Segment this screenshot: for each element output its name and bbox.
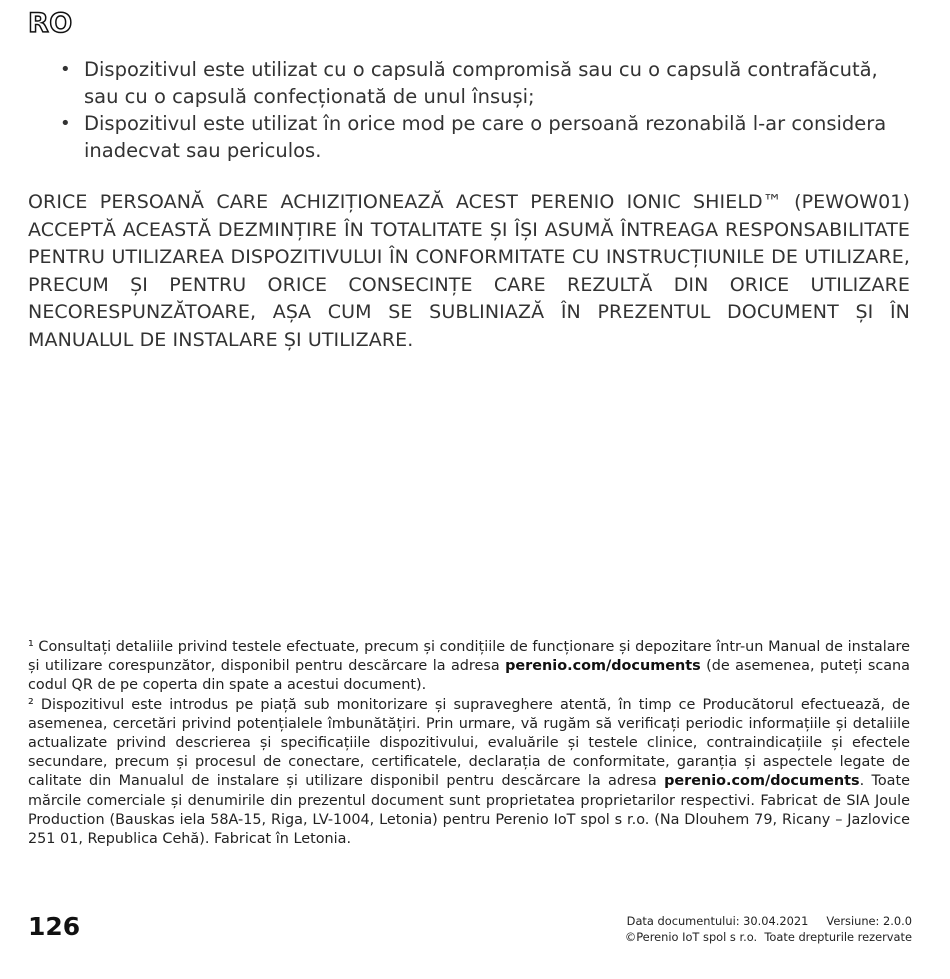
copyright-row <box>625 929 912 945</box>
document-version: Versiune: 2.0.0 <box>826 914 912 928</box>
document-meta <box>625 913 912 945</box>
list-item: • Dispozitivul este utilizat cu o capsulă compromisă sau cu o capsulă contrafăcută, sau cu o capsulă confecționată de unul însuși; <box>28 56 913 110</box>
document-date: Data documentului: 30.04.2021 <box>626 914 809 928</box>
copyright: ©Perenio IoT spol s r.o. <box>624 930 758 944</box>
rights-reserved: Toate drepturile rezervate <box>764 930 912 944</box>
footnote-text: Dispozitivul este introdus pe piață sub monitorizare și supraveghere atentă, în timp ce Producătorul efectuează, de asemenea, cercetări privind potențialele îmbunătățiri. Prin urmare, vă rugăm să verificați periodic informațiile și detaliile actualizate privind descrierea și specificațiile dispozitivului, evaluările și testele clinice, contraindicațiile și efectele secundare, precum și procesul de conectare, certificatele, declarația de conformitate, garanția și aspectele legate de calitate din Manualul de instalare și utilizare disponibil pentru descărcare la adresa <box>28 696 910 790</box>
footnote-text: . Toate mărcile comerciale și denumirile din prezentul document sunt proprietatea proprietarilor respectivi. Fabricat de SIA Joule Production (Bauskas iela 58A-15, Riga, LV-1004, Letonia) pentru Perenio IoT spol s r.o. (Na Dlouhem 79, Ricany – Jazlovice 251 01, Republica Cehă). Fabricat în Letonia. <box>28 773 910 848</box>
footnote-text: Consultați detaliile privind testele efectuate, precum și condițiile de funcționare și depozitare într-un Manual de instalare și utilizare corespunzător, disponibil pentru descărcare la adresa <box>28 639 910 675</box>
footnote-marker: ¹ <box>28 639 34 655</box>
footnotes <box>28 638 910 849</box>
footnote-1 <box>28 638 910 696</box>
page-number: 126 <box>28 912 81 941</box>
footnote-marker: ² <box>28 696 34 713</box>
document-date-version-row <box>625 913 912 929</box>
list-item: • Dispozitivul este utilizat în orice mod pe care o persoană rezonabilă l-ar considera inadecvat sau periculos. <box>28 110 913 164</box>
documents-link[interactable]: perenio.com/documents <box>664 773 860 790</box>
footnote-2 <box>28 696 910 850</box>
language-code-heading: RO <box>28 8 73 39</box>
footnote-text: (de asemenea, puteți scana codul QR de pe coperta din spate a acestui document). <box>28 658 910 694</box>
disclaimer-paragraph: ORICE PERSOANĂ CARE ACHIZIȚIONEAZĂ ACEST PERENIO IONIC SHIELD™ (PEWOW01) ACCEPTĂ ACEASTĂ DEZMINȚIRE ÎN TOTALITATE ȘI ÎȘI ASUMĂ ÎNTREAGA RESPONSABILITATE PENTRU UTILIZAREA DISPOZITIVULUI ÎN CONFORMITATE CU INSTRUCȚIUNILE DE UTILIZARE, PRECUM ȘI PENTRU ORICE CONSECINȚE CARE REZULTĂ DIN ORICE UTILIZARE NECORESPUNZĂTOARE, AȘA CUM SE SUBLINIAZĂ ÎN PREZENTUL DOCUMENT ȘI ÎN MANUALUL DE INSTALARE ȘI UTILIZARE. <box>28 191 910 351</box>
documents-link[interactable]: perenio.com/documents <box>505 658 701 675</box>
conditions-list <box>28 56 913 164</box>
